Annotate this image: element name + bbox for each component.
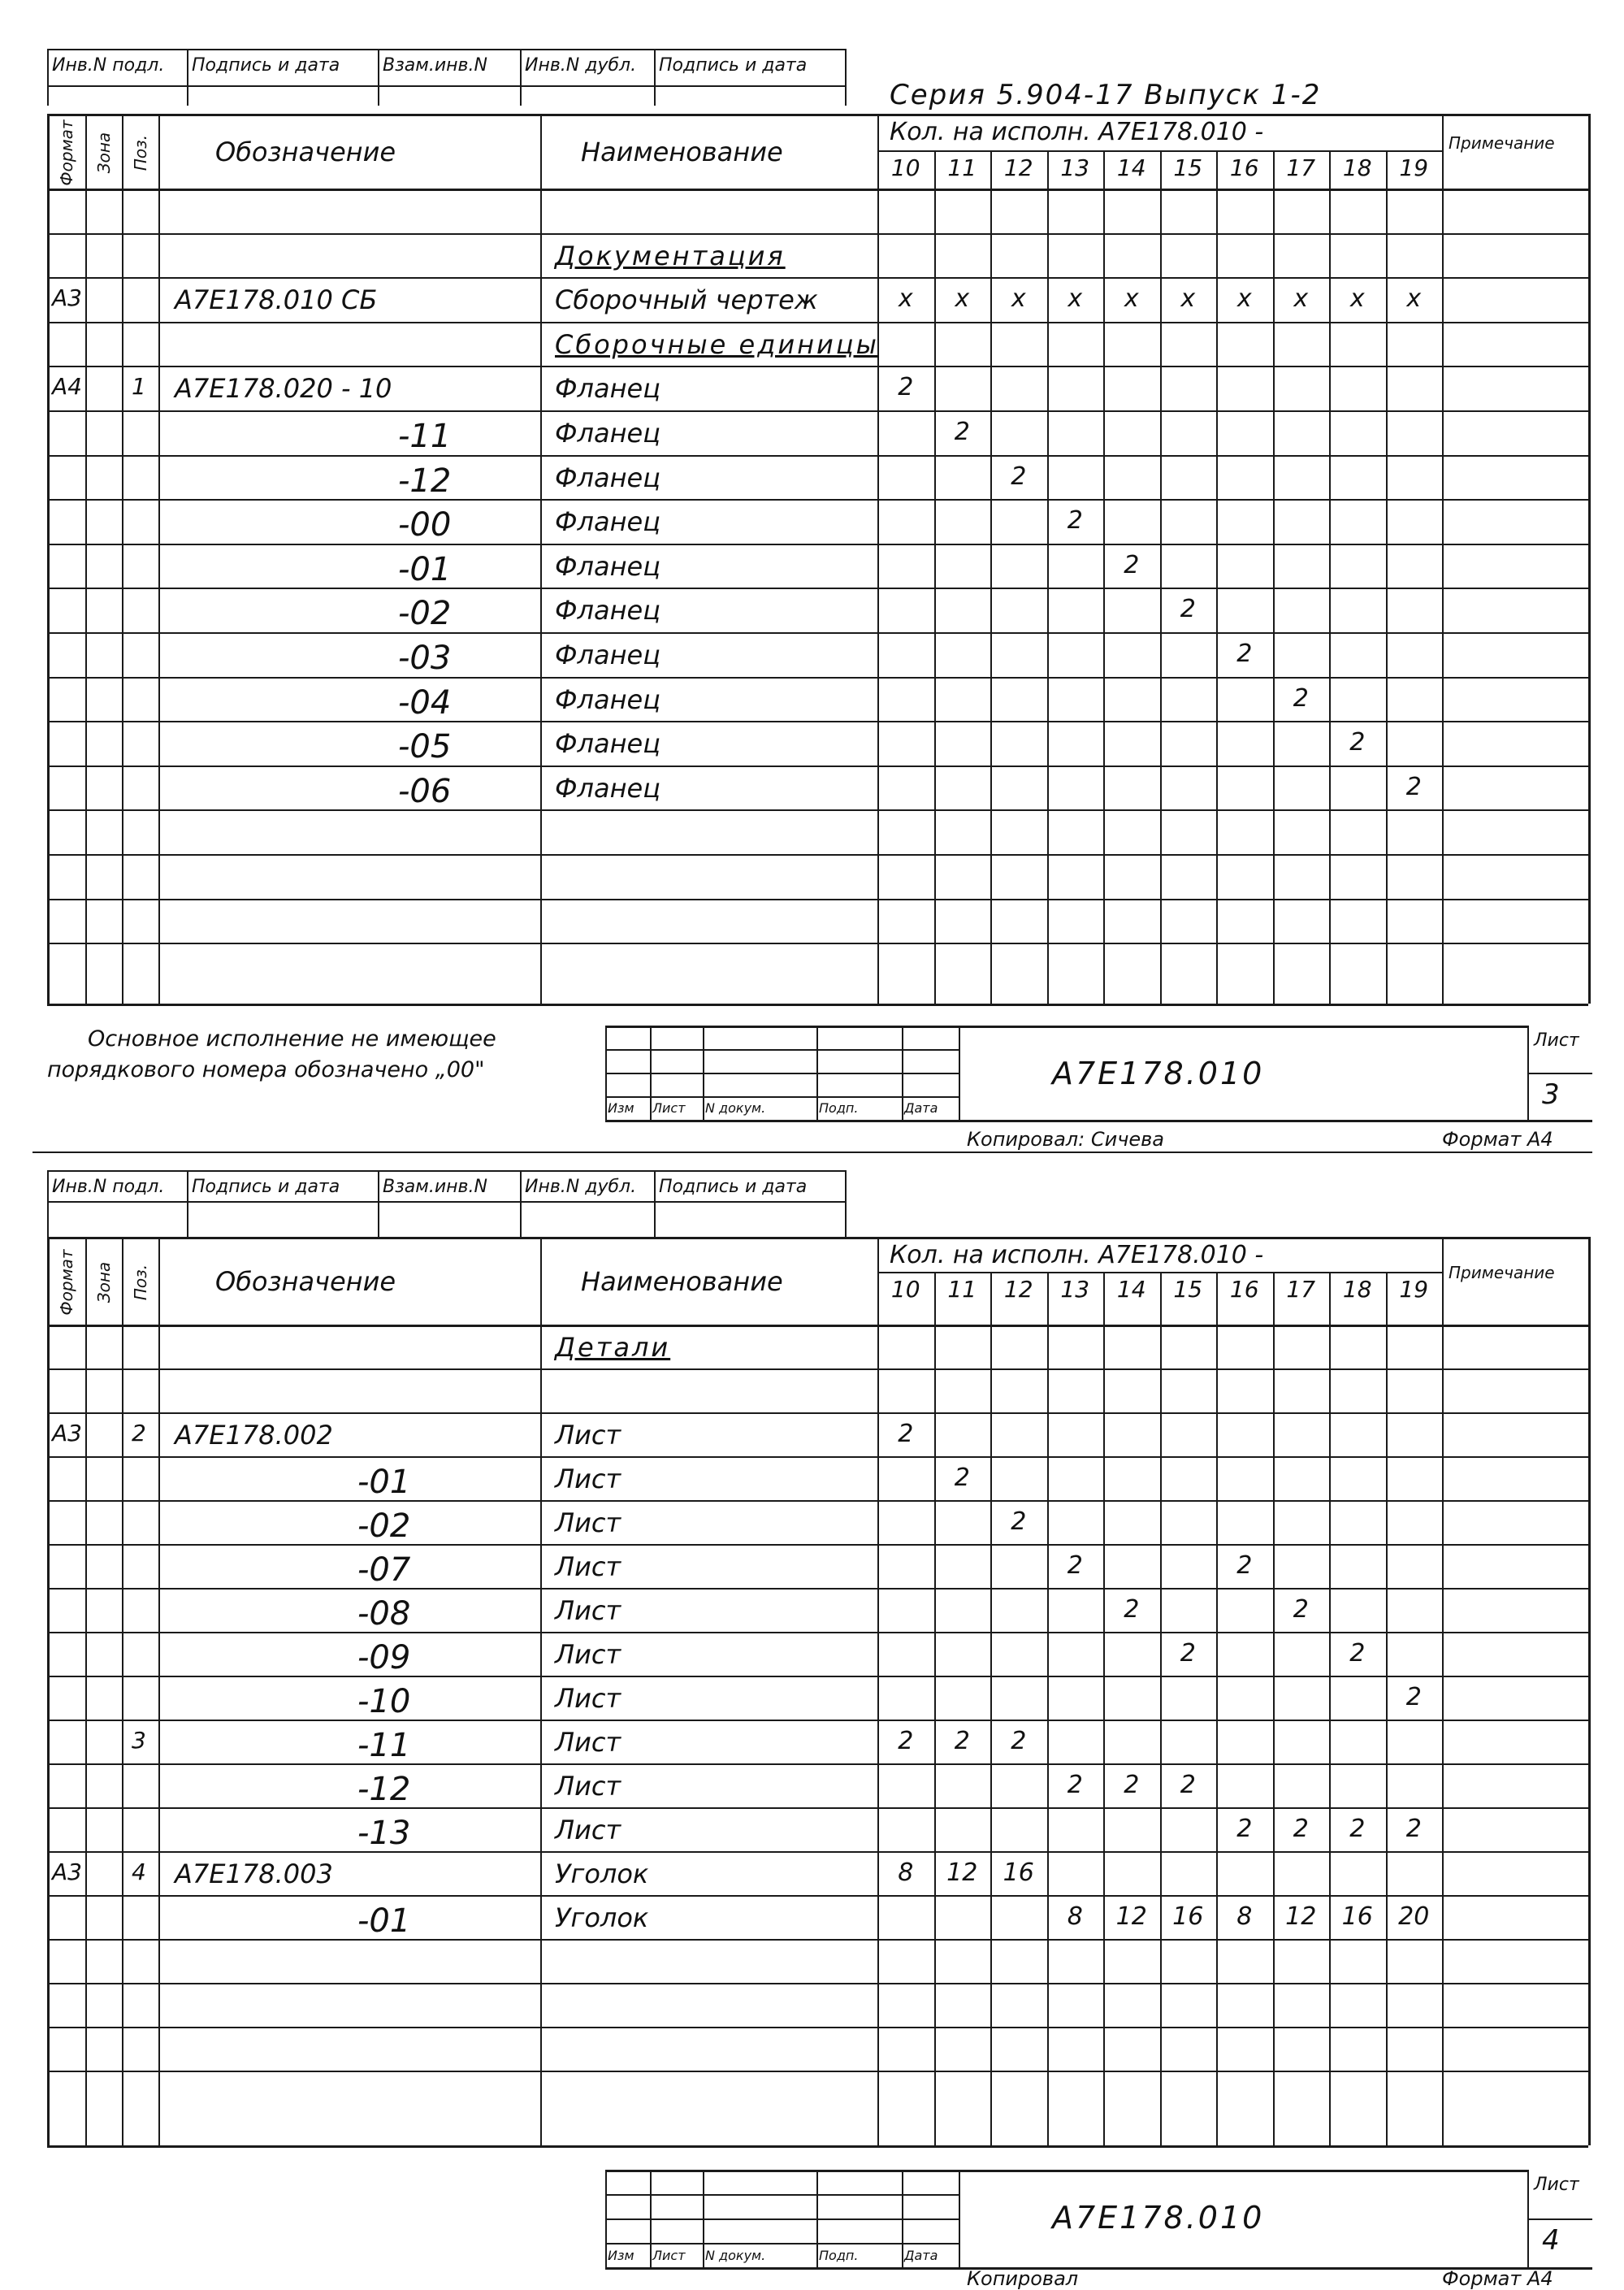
variant-header: 12 [1003, 154, 1033, 181]
qty-value: 2 [1011, 1507, 1027, 1536]
row-designation: -13 [357, 1814, 411, 1852]
qty-value: 16 [1172, 1902, 1204, 1931]
title-block-label: N докум. [705, 2248, 766, 2263]
qty-value: 8 [898, 1858, 914, 1887]
variant-header: 18 [1342, 154, 1372, 181]
grid-line [47, 1895, 1588, 1897]
grid-line [47, 1237, 1588, 1239]
note-header: Примечание [1449, 133, 1555, 153]
format-label: Формат А4 [1442, 2267, 1553, 2290]
qty-value: х [1180, 284, 1196, 314]
title-block-label: Изм [608, 1100, 634, 1116]
qty-value: 2 [1293, 1814, 1309, 1843]
row-designation: -12 [398, 462, 452, 500]
grid-line [47, 1170, 845, 1172]
grid-line [47, 1939, 1588, 1941]
qty-value: 2 [1293, 683, 1309, 713]
title-block-label: Лист [652, 1100, 686, 1116]
row-designation: -11 [357, 1726, 411, 1764]
qty-value: 2 [1067, 1770, 1083, 1799]
grid-line [605, 2170, 1527, 2172]
note-header: Примечание [1449, 1263, 1555, 1282]
grid-line [47, 1456, 1588, 1458]
qty-value: 12 [946, 1858, 978, 1887]
qty-value: 2 [954, 418, 970, 446]
qty-value: 2 [898, 1419, 914, 1448]
row-designation: -01 [357, 1902, 411, 1940]
grid-line [47, 2145, 1588, 2148]
stamp-header: Подпись и дата [659, 55, 808, 76]
title-block-label: Дата [904, 1100, 938, 1116]
pos-header: Поз. [130, 1264, 150, 1301]
row-designation: -01 [357, 1463, 411, 1501]
qty-value: 12 [1115, 1902, 1147, 1931]
grid-line [1160, 1272, 1162, 2145]
stamp-header: Подпись и дата [659, 1177, 808, 1197]
qty-value: х [1293, 284, 1309, 314]
row-designation: -09 [357, 1638, 411, 1676]
grid-line [934, 1272, 936, 2145]
grid-line [1329, 1272, 1331, 2145]
qty-value: 2 [1180, 1638, 1196, 1668]
qty-value: 2 [898, 1726, 914, 1755]
row-position: 1 [132, 373, 146, 401]
grid-line [520, 1170, 522, 1237]
qty-value: 2 [1011, 1726, 1027, 1755]
sheet-number: 4 [1542, 2224, 1560, 2257]
section-title: Документация [555, 240, 786, 271]
grid-line [654, 1170, 656, 1237]
grid-line [605, 2170, 607, 2267]
qty-value: 12 [1285, 1902, 1317, 1931]
qty-header: Кол. на исполн. А7Е178.010 - [890, 1241, 1264, 1269]
sheet-number: 3 [1542, 1078, 1560, 1111]
grid-line [85, 1237, 87, 2145]
qty-value: 2 [898, 373, 914, 402]
variant-header: 19 [1399, 154, 1429, 181]
document-number: А7Е178.010 [1052, 1056, 1265, 1091]
qty-value: 2 [1349, 1638, 1366, 1668]
qty-value: х [1406, 284, 1422, 314]
row-name: Сборочный чертеж [555, 284, 818, 316]
qty-value: 2 [1011, 462, 1027, 491]
row-name: Лист [555, 1638, 621, 1670]
qty-value: х [1236, 284, 1252, 314]
copied-by: Копировал: Сичева [967, 1128, 1164, 1151]
grid-line [47, 1544, 1588, 1546]
variant-header: 10 [890, 154, 920, 181]
qty-value: 2 [1293, 1594, 1309, 1624]
grid-line [47, 2027, 1588, 2028]
row-position: 2 [132, 1419, 146, 1446]
row-name: Фланец [555, 640, 660, 670]
title-block-label: Подп. [819, 1100, 859, 1116]
qty-value: 16 [1341, 1902, 1373, 1931]
grid-line [540, 1237, 542, 2145]
grid-line [187, 1170, 188, 1237]
series-label: Серия 5.904-17 Выпуск 1-2 [890, 79, 1322, 111]
row-name: Лист [555, 1726, 621, 1758]
grid-line [959, 2170, 960, 2267]
qty-value: 2 [1405, 1682, 1422, 1711]
row-format: А3 [52, 284, 82, 312]
pos-header: Поз. [130, 134, 150, 171]
variant-header: 18 [1342, 1276, 1372, 1303]
qty-value: 2 [1236, 640, 1253, 668]
variant-header: 15 [1173, 1276, 1203, 1303]
grid-line [47, 2071, 1588, 2072]
qty-value: 16 [1003, 1858, 1034, 1887]
qty-value: х [1124, 284, 1139, 314]
qty-value: 2 [1349, 728, 1366, 757]
name-header: Наименование [581, 1266, 783, 1297]
grid-line [47, 1632, 1588, 1633]
row-format: А4 [52, 373, 82, 401]
footnote-line-2: порядкового номера обозначено „00" [47, 1057, 485, 1082]
variant-header: 14 [1116, 154, 1146, 181]
grid-line [47, 1983, 1588, 1984]
variant-header: 11 [947, 1276, 977, 1303]
qty-value: х [1068, 284, 1083, 314]
grid-line [47, 1412, 1588, 1414]
row-designation: А7Е178.002 [175, 1419, 333, 1451]
qty-value: 2 [1124, 1594, 1140, 1624]
format-header: Формат [56, 1249, 76, 1316]
stamp-header: Инв.N подл. [52, 1177, 165, 1197]
qty-value: х [955, 284, 970, 314]
row-name: Фланец [555, 595, 660, 627]
stamp-header: Взам.инв.N [383, 55, 487, 76]
grid-line [158, 1237, 160, 2145]
grid-line [122, 1237, 123, 2145]
row-designation: А7Е178.020 - 10 [175, 373, 392, 405]
stamp-header: Инв.N дубл. [525, 1177, 637, 1197]
grid-line [47, 1588, 1588, 1590]
sheet-label: Лист [1534, 2175, 1579, 2195]
grid-line [902, 2170, 903, 2267]
row-designation: -07 [357, 1551, 411, 1589]
stamp-header: Подпись и дата [192, 55, 340, 76]
row-designation: -00 [398, 506, 452, 544]
variant-header: 14 [1116, 1276, 1146, 1303]
qty-value: 2 [954, 1463, 970, 1492]
designation-header: Обозначение [215, 1266, 396, 1297]
qty-header: Кол. на исполн. А7Е178.010 - [890, 118, 1264, 146]
row-designation: -03 [398, 640, 452, 677]
row-designation: -10 [357, 1682, 411, 1720]
row-designation: А7Е178.010 СБ [175, 284, 378, 316]
variant-header: 13 [1060, 1276, 1090, 1303]
qty-value: 2 [1124, 550, 1140, 579]
row-designation: -02 [357, 1507, 411, 1545]
qty-value: 8 [1236, 1902, 1253, 1931]
row-name: Лист [555, 1463, 621, 1494]
grid-line [378, 1170, 379, 1237]
grid-line [47, 1676, 1588, 1677]
grid-line [47, 1368, 1588, 1370]
row-name: Фланец [555, 550, 660, 582]
section-title: Сборочные единицы [555, 328, 879, 360]
qty-value: 2 [1180, 595, 1196, 624]
sheet-label: Лист [1534, 1030, 1579, 1051]
name-header: Наименование [581, 137, 783, 167]
title-block-label: Лист [652, 2248, 686, 2263]
grid-line [1527, 2218, 1592, 2220]
row-name: Уголок [555, 1902, 649, 1933]
variant-header: 12 [1003, 1276, 1033, 1303]
row-name: Фланец [555, 373, 660, 405]
variant-header: 15 [1173, 154, 1203, 181]
row-name: Лист [555, 1770, 621, 1802]
row-designation: -08 [357, 1594, 411, 1633]
row-name: Фланец [555, 728, 660, 760]
row-format: А3 [52, 1858, 82, 1885]
stamp-header: Инв.N дубл. [525, 55, 637, 76]
grid-line [703, 2170, 704, 2267]
grid-line [877, 1272, 1442, 1273]
qty-value: 2 [1180, 1770, 1196, 1799]
grid-line [47, 1201, 845, 1203]
row-designation: -11 [398, 418, 452, 455]
grid-line [1442, 1237, 1444, 2145]
grid-line [877, 1237, 879, 2145]
qty-value: 8 [1067, 1902, 1083, 1931]
stamp-header: Подпись и дата [192, 1177, 340, 1197]
qty-value: х [1011, 284, 1026, 314]
grid-line [47, 1851, 1588, 1853]
row-position: 4 [132, 1858, 146, 1885]
title-block-label: Изм [608, 2248, 634, 2263]
stamp-header: Инв.N подл. [52, 55, 165, 76]
title-block-label: N докум. [705, 1100, 766, 1116]
grid-line [605, 2218, 959, 2220]
grid-line [47, 1170, 49, 1237]
row-name: Лист [555, 1594, 621, 1626]
designation-header: Обозначение [215, 137, 396, 167]
format-label: Формат А4 [1442, 1128, 1553, 1151]
variant-header: 10 [890, 1276, 920, 1303]
grid-line [650, 2170, 652, 2267]
variant-header: 19 [1399, 1276, 1429, 1303]
row-name: Фланец [555, 506, 660, 538]
grid-line [1273, 1272, 1275, 2145]
qty-value: х [898, 284, 913, 314]
copied-by: Копировал [967, 2267, 1079, 2290]
grid-line [816, 2170, 818, 2267]
row-name: Фланец [555, 772, 660, 804]
row-designation: -06 [398, 772, 452, 810]
qty-value: х [1349, 284, 1365, 314]
row-name: Фланец [555, 462, 660, 493]
section-title: Детали [555, 1331, 671, 1363]
variant-header: 17 [1286, 154, 1316, 181]
zone-header: Зона [93, 1261, 114, 1303]
qty-value: 2 [1236, 1814, 1253, 1843]
grid-line [1103, 1272, 1105, 2145]
qty-value: 2 [1236, 1551, 1253, 1580]
row-name: Лист [555, 1419, 621, 1451]
row-designation: -12 [357, 1770, 411, 1808]
zone-header: Зона [93, 132, 114, 174]
row-name: Уголок [555, 1858, 649, 1889]
variant-header: 17 [1286, 1276, 1316, 1303]
grid-line [845, 1170, 847, 1237]
variant-header: 13 [1060, 154, 1090, 181]
document-number: А7Е178.010 [1052, 2200, 1265, 2236]
title-block-label: Подп. [819, 2248, 859, 2263]
variant-header: 16 [1229, 154, 1259, 181]
row-position: 3 [132, 1726, 146, 1754]
footnote-line-1: Основное исполнение не имеющее [88, 1026, 496, 1052]
row-name: Лист [555, 1551, 621, 1582]
grid-line [47, 1237, 50, 2145]
row-designation: -05 [398, 728, 452, 766]
qty-value: 2 [1067, 506, 1083, 536]
row-name: Лист [555, 1814, 621, 1845]
format-header: Формат [56, 119, 76, 186]
grid-line [1588, 1237, 1591, 2145]
variant-header: 16 [1229, 1276, 1259, 1303]
qty-value: 2 [1405, 772, 1422, 801]
qty-value: 2 [954, 1726, 970, 1755]
row-designation: -02 [398, 595, 452, 633]
row-designation: -01 [398, 550, 452, 588]
grid-line [605, 2194, 959, 2196]
grid-line [1047, 1272, 1049, 2145]
qty-value: 2 [1349, 1814, 1366, 1843]
grid-line [1216, 1272, 1218, 2145]
grid-line [47, 1500, 1588, 1502]
row-name: Фланец [555, 683, 660, 715]
variant-header: 11 [947, 154, 977, 181]
row-name: Лист [555, 1682, 621, 1714]
grid-line [47, 1325, 1588, 1327]
stamp-header: Взам.инв.N [383, 1177, 487, 1197]
qty-value: 2 [1405, 1814, 1422, 1843]
grid-line [47, 1763, 1588, 1765]
row-name: Фланец [555, 418, 660, 449]
grid-line [605, 2243, 959, 2244]
qty-value: 2 [1067, 1551, 1083, 1580]
row-name: Лист [555, 1507, 621, 1538]
row-designation: -04 [398, 683, 452, 722]
grid-line [990, 1272, 992, 2145]
row-designation: А7Е178.003 [175, 1858, 333, 1889]
row-format: А3 [52, 1419, 82, 1446]
grid-line [47, 1720, 1588, 1721]
title-block-label: Дата [904, 2248, 938, 2263]
qty-value: 2 [1124, 1770, 1140, 1799]
grid-line [47, 1807, 1588, 1809]
qty-value: 20 [1398, 1902, 1430, 1931]
